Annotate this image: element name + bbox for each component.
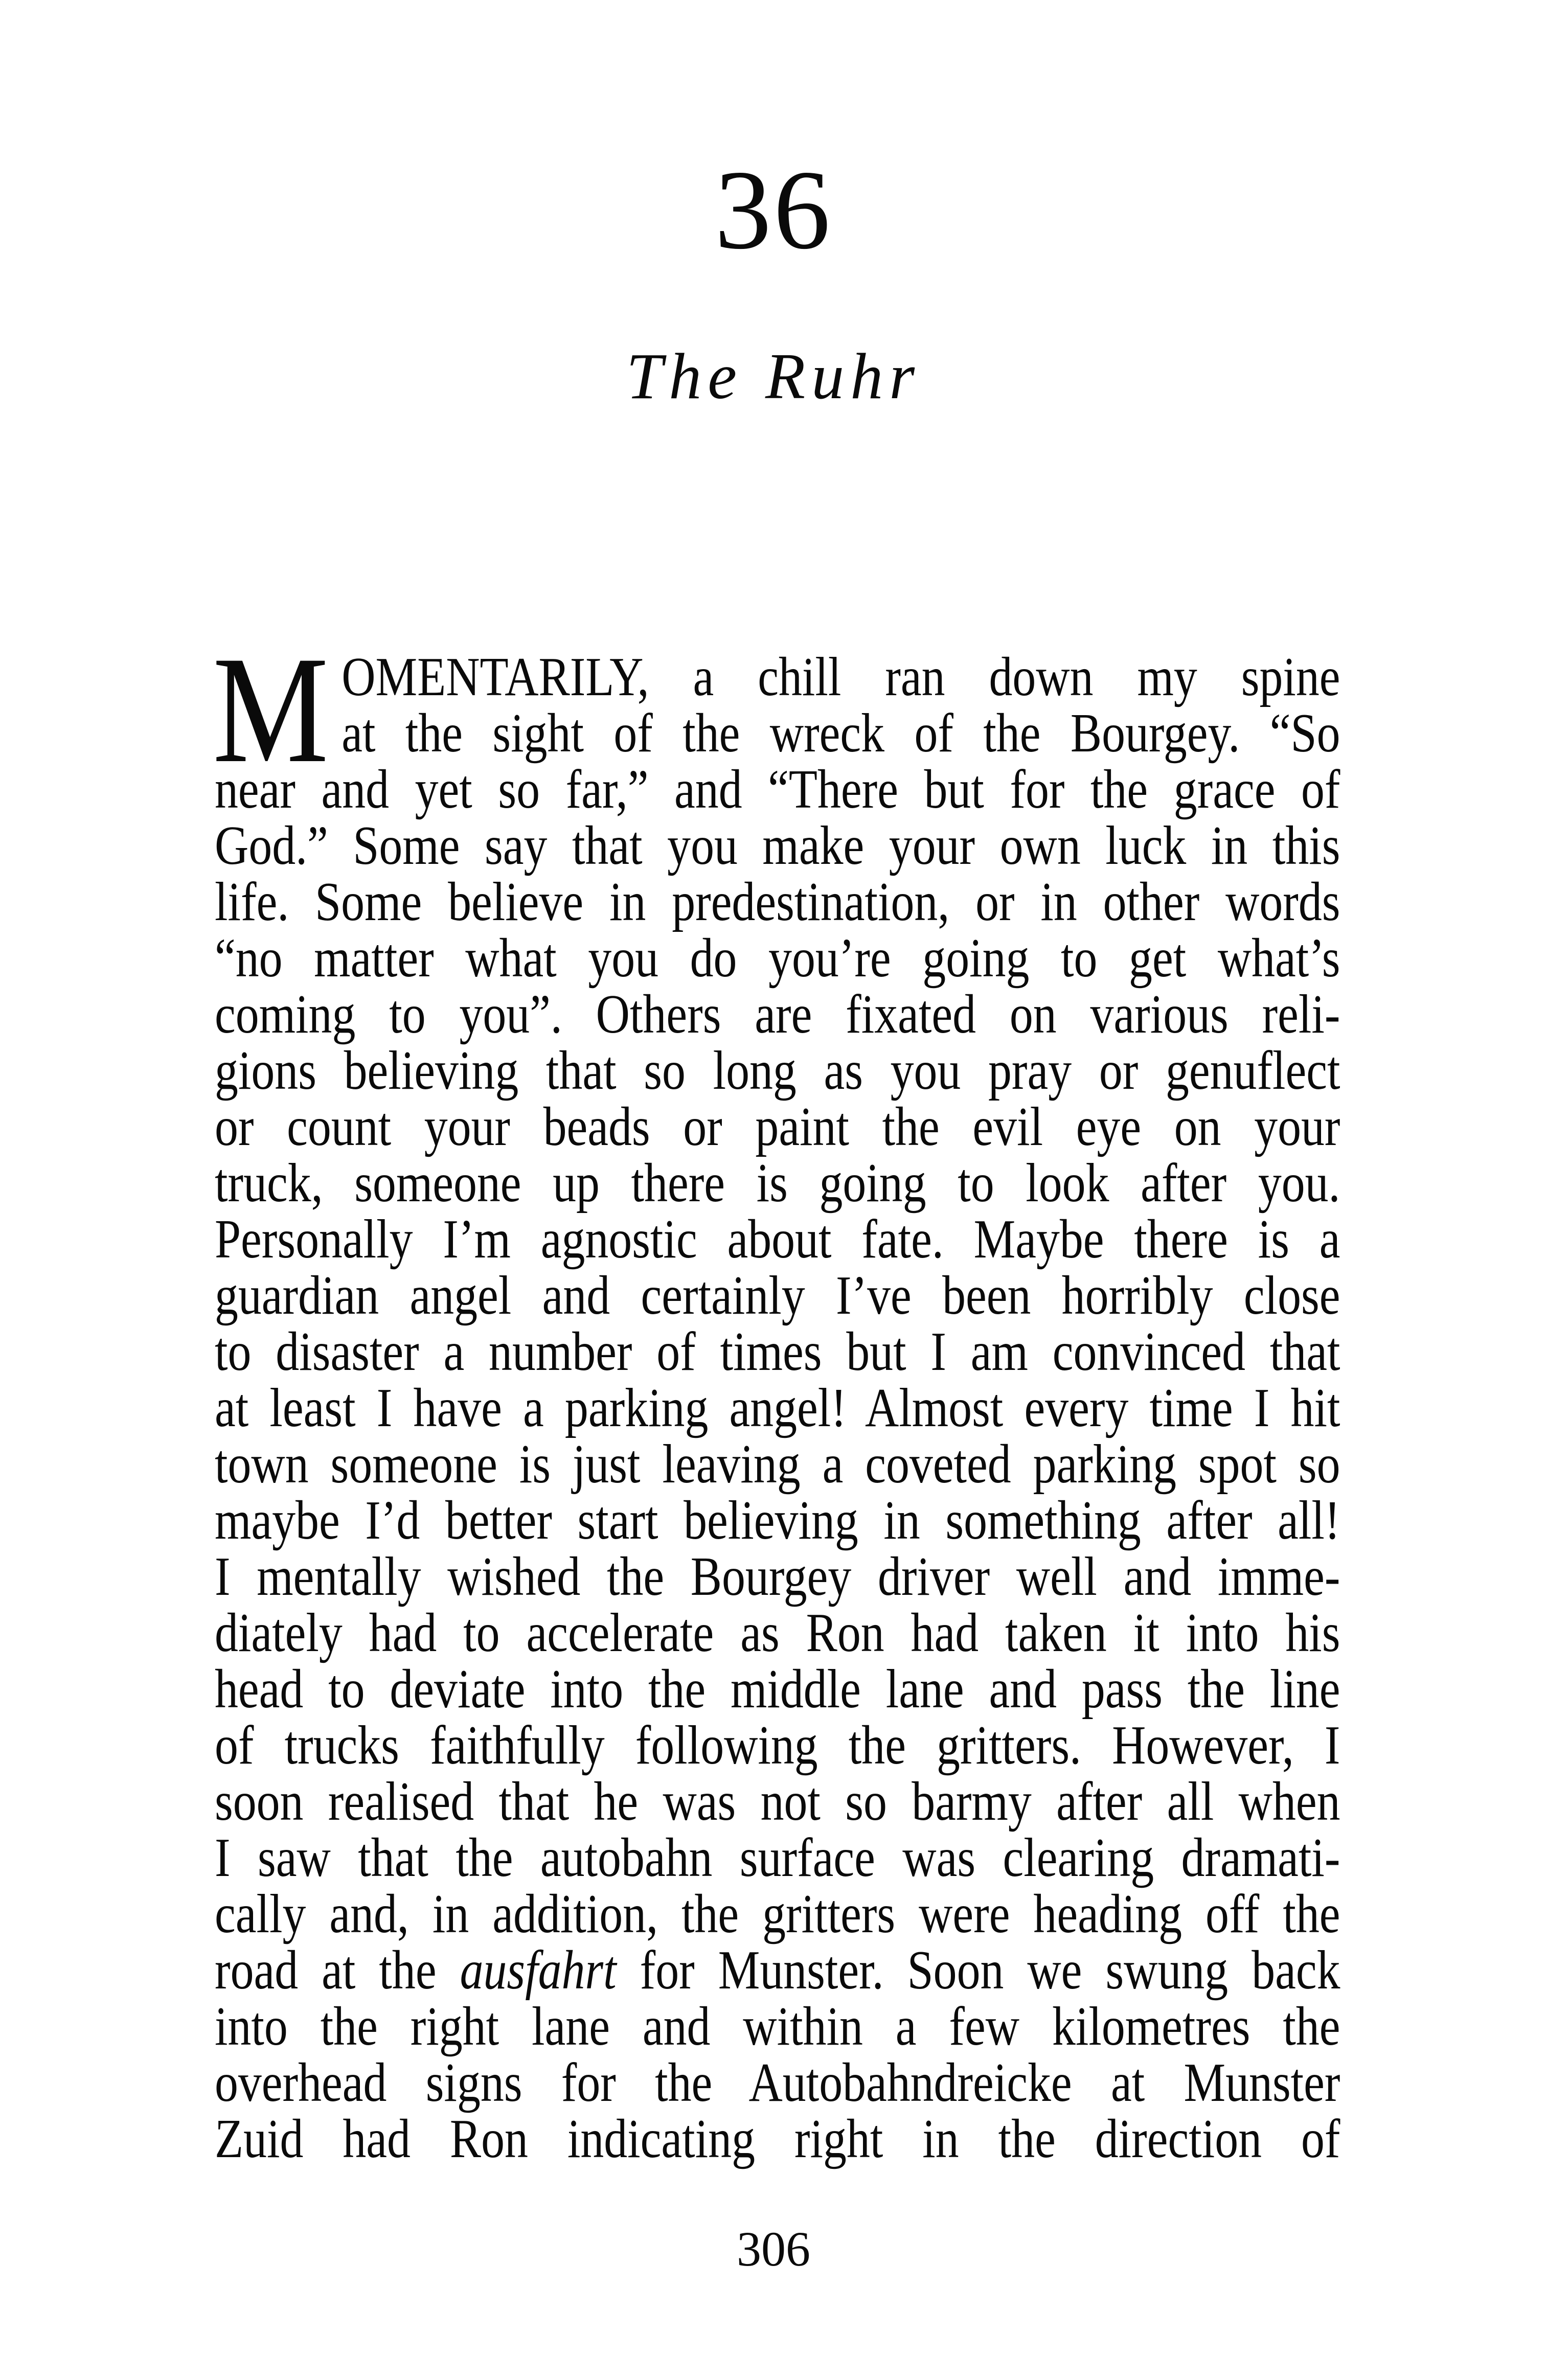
- text-segment: gions believing that so long as you pray or genuflect: [215, 1040, 1340, 1101]
- text-segment: maybe I’d better start believing in something after all!: [215, 1490, 1340, 1551]
- text-segment: to disaster a number of times but I am convinced that: [215, 1321, 1340, 1382]
- text-segment: into the right lane and within a few kilometres the: [215, 1996, 1340, 2057]
- italic-word: ausfahrt: [460, 1940, 617, 2001]
- body-line: [215, 1546, 1340, 1607]
- text-segment: Zuid had Ron indicating right in the direction of: [215, 2109, 1340, 2169]
- text-segment: God.” Some say that you make your own luck in this: [215, 815, 1340, 876]
- text-segment: head to deviate into the middle lane and pass the line: [215, 1659, 1340, 1720]
- body-line: [215, 1153, 1340, 1214]
- body-line: [215, 1827, 1340, 1888]
- body-line: [215, 1490, 1340, 1551]
- text-segment: I saw that the autobahn surface was clearing dramati-: [215, 1827, 1340, 1888]
- text-segment: at least I have a parking angel! Almost every time I hit: [215, 1378, 1340, 1438]
- body-line: [215, 1715, 1340, 1776]
- body-line: [215, 1605, 1340, 1661]
- text-segment: cally and, in addition, the gritters were heading off the: [215, 1884, 1340, 1944]
- drop-cap: M: [213, 625, 329, 794]
- body-line: [215, 705, 1340, 762]
- body-lines: [215, 649, 1339, 2167]
- chapter-title: The Ruhr: [626, 340, 921, 413]
- body-line: [215, 2111, 1340, 2167]
- body-line: [215, 759, 1340, 820]
- body-line: [215, 1265, 1340, 1326]
- body-line: [215, 1211, 1340, 1268]
- body-line: [215, 1380, 1340, 1436]
- text-segment: “no matter what you do you’re going to get what’s: [215, 928, 1340, 989]
- body-line: [215, 930, 1340, 987]
- text-segment: soon realised that he was not so barmy after all when: [215, 1771, 1340, 1832]
- text-segment: at the sight of the wreck of the Bourgey. “So: [342, 703, 1340, 764]
- page-number: 306: [737, 2222, 810, 2276]
- text-segment: of trucks faithfully following the gritters. However, I: [215, 1715, 1340, 1776]
- text-segment: life. Some believe in predestination, or in other words: [215, 872, 1340, 932]
- body-line: [215, 874, 1340, 930]
- body-paragraph: [213, 625, 1340, 2169]
- text-segment: or count your beads or paint the evil eye on your: [215, 1096, 1340, 1157]
- body-line: [215, 1771, 1340, 1832]
- body-line: [215, 1886, 1340, 1942]
- body-line: [215, 1942, 1340, 1999]
- body-line: [215, 2052, 1340, 2113]
- text-segment: diately had to accelerate as Ron had taken it into his: [215, 1603, 1340, 1663]
- body-line: [215, 984, 1340, 1045]
- body-line: [215, 1096, 1340, 1157]
- body-line: [215, 1436, 1340, 1493]
- body-line: [215, 815, 1340, 876]
- text-segment: OMENTARILY, a chill ran down my spine: [342, 647, 1340, 707]
- text-segment: road at the: [215, 1940, 460, 2001]
- text-segment: near and yet so far,” and “There but for the grace of: [215, 759, 1340, 820]
- text-segment: town someone is just leaving a coveted parking spot so: [215, 1434, 1340, 1495]
- body-line: [215, 1040, 1340, 1101]
- text-segment: for Munster. Soon we swung back: [616, 1940, 1340, 2001]
- text-segment: guardian angel and certainly I’ve been horribly close: [215, 1265, 1340, 1326]
- text-segment: overhead signs for the Autobahndreicke at Munster: [215, 2052, 1340, 2113]
- body-line: [215, 1996, 1340, 2057]
- text-segment: I mentally wished the Bourgey driver well and imme-: [215, 1546, 1340, 1607]
- body-line: [215, 1661, 1340, 1718]
- body-line: [215, 1321, 1340, 1382]
- text-segment: Personally I’m agnostic about fate. Maybe there is a: [215, 1209, 1340, 1270]
- chapter-number: 36: [715, 147, 832, 273]
- body-line: [215, 649, 1340, 705]
- text-segment: truck, someone up there is going to look after you.: [215, 1153, 1340, 1214]
- text-segment: coming to you”. Others are fixated on various reli-: [215, 984, 1340, 1045]
